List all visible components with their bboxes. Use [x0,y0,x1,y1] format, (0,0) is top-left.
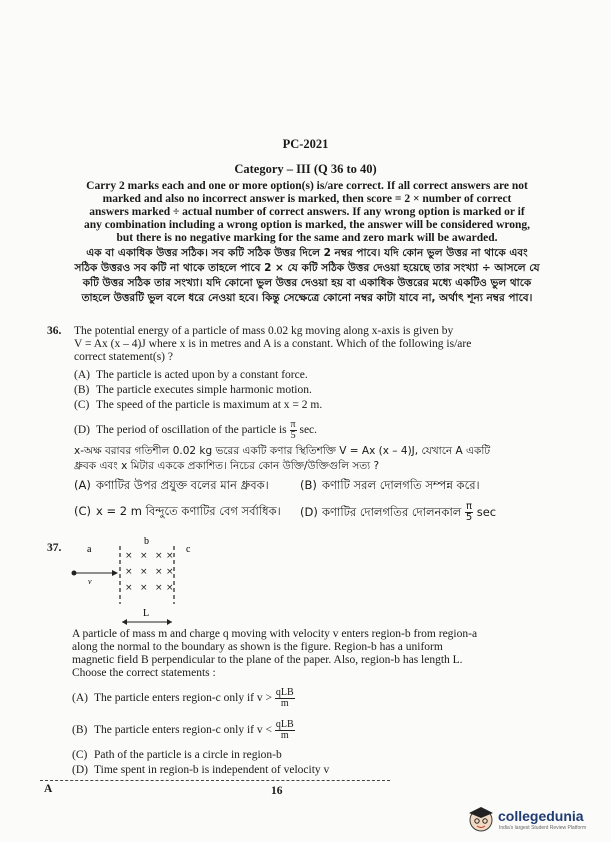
region-b-label: b [144,536,149,547]
field-cross: × [155,551,163,561]
instruction-line-bn: এক বা একাধিক উত্তর সঠিক। সব কটি সঠিক উত্তর দিলে 2 নম্বর পাবে। যদি কোন ভুল উত্তর না থাকে এবং [86,247,528,259]
stem-line: magnetic field B perpendicular to the plane of the paper. Also, region-b has length L. [72,654,463,666]
instruction-line-bn: কটি উত্তর সঠিক তার সংখ্যা। যদি কোনো ভুল উত্তর দেওয়া হয় বা একাধিক উত্তরের মধ্যে একটিও ভুল থাকে [82,277,532,289]
field-cross: × [166,567,174,577]
instructions-bengali [34,246,580,306]
stem-line: correct statement(s) ? [74,351,173,363]
velocity-label: v [88,577,92,586]
field-cross: × [125,583,133,593]
field-cross: × [155,567,163,577]
stem-line: along the normal to the boundary as shown is the figure. Region-b has a uniform [72,641,443,653]
fraction: $\frac{\pi}{5}$ [290,419,296,441]
fraction: $\frac{\pi}{5}$ [465,501,473,523]
field-cross: × [125,551,133,561]
q36-option-c: (C) The speed of the particle is maximum at x = 2 m. [74,399,323,411]
instruction-line: answers marked ÷ actual number of correct answers. If any wrong option is marked or if [89,206,525,218]
instruction-line: any combination including a wrong option is marked, the answer will be considered wrong, [83,219,531,231]
question-number: 37. [47,542,62,554]
stem-line-bn: x-অক্ষ বরাবর গতিশীল 0.02 kg ভরের একটি কণার স্থিতিশক্তি V = Ax (x – 4)J, যেখানে A একটি [74,445,491,457]
q36-bn-option-b: (B) কণাটি সরল দোলগতি সম্পন্ন করে। [300,478,480,492]
brand-watermark [466,804,606,836]
q36-option-d: (D) The period of oscillation of the particle is $\frac{\pi}{5}$ sec. [74,419,318,441]
page-number: 16 [271,785,283,797]
field-cross: × [140,567,148,577]
q36-bn-option-a: (A) কণাটির উপর প্রযুক্ত বলের মান ধ্রুবক। [74,478,269,492]
field-cross: × [155,583,163,593]
q36-bn-option-d: (D) কণাটির দোলগতির দোলনকাল $\frac{\pi}{5}$ sec [300,501,497,523]
instructions-english [34,180,580,245]
stem-line-bn: ধ্রুবক এবং x মিটার এককে প্রকাশিত। নিচের কোন উক্তি/উক্তিগুলি সত্য ? [74,460,380,472]
q37-option-d: (D) Time spent in region-b is independent of velocity v [72,764,330,776]
instruction-line-bn: তাহলে উত্তরটি ভুল বলে ধরে নেওয়া হবে। কিন্তু সেক্ষেত্রে কোনো নম্বর কাটা যাবে না, অর্থাৎ শূন্য নম্বর পাবে। [81,292,533,304]
graduate-logo-icon [466,804,496,834]
question-number: 36. [47,325,62,337]
fraction: $\frac{\text{qLB}}{m}$ [275,687,294,709]
instruction-line-bn: সঠিক উত্তরও সব কটি না থাকে তাহলে পাবে 2 × যে কটি সঠিক উত্তর দেওয়া হয়েছে তার সংখ্যা ÷ আসলে যে [74,262,540,274]
length-label: L [143,608,150,619]
q37-option-a: (A) The particle enters region-c only if v > $\frac{\text{qLB}}{m}$ [72,687,294,709]
magnetic-field-figure [60,532,200,632]
paper-code: PC-2021 [282,137,329,151]
question-37-stem [72,628,577,680]
stem-line: V = Ax (x – 4)J where x is in metres and A is a constant. Which of the following is/are [74,338,472,350]
footer-divider [40,780,390,782]
field-cross: × [166,583,174,593]
stem-line: The potential energy of a particle of mass 0.02 kg moving along x-axis is given by [74,325,454,337]
instruction-line: Carry 2 marks each and one or more option(s) is/are correct. If all correct answers are not [86,180,528,192]
instruction-line: marked and also no incorrect answer is marked, then score = 2 × number of correct [102,193,512,205]
question-36-stem [74,325,574,364]
region-a-label: a [87,544,92,555]
brand-name: collegedunia [498,808,584,824]
fraction: $\frac{\text{qLB}}{m}$ [275,719,294,741]
region-c-label: c [186,544,191,555]
category-title: Category – III (Q 36 to 40) [234,162,377,176]
brand-tagline: India's largest Student Review Platform [499,825,587,831]
q36-option-b: (B) The particle executes simple harmonic motion. [74,384,312,396]
stem-line: Choose the correct statements : [72,667,216,679]
field-cross: × [140,583,148,593]
footer-set-letter: A [44,783,53,795]
field-cross: × [140,551,148,561]
q37-option-c: (C) Path of the particle is a circle in region-b [72,749,282,761]
q36-option-a: (A) The particle is acted upon by a constant force. [74,369,308,381]
field-cross: × [125,567,133,577]
instruction-line: but there is no negative marking for the same and zero mark will be awarded. [116,232,498,244]
q37-option-b: (B) The particle enters region-c only if v < $\frac{\text{qLB}}{m}$ [72,719,294,741]
stem-line: A particle of mass m and charge q moving with velocity v enters region-b from region-a [72,628,478,640]
velocity-arrowhead [112,570,118,576]
q36-bn-option-c: (C) x = 2 m বিন্দুতে কণাটির বেগ সর্বাধিক। [74,504,281,518]
question-36-stem-bengali [74,444,579,474]
field-cross: × [166,551,174,561]
